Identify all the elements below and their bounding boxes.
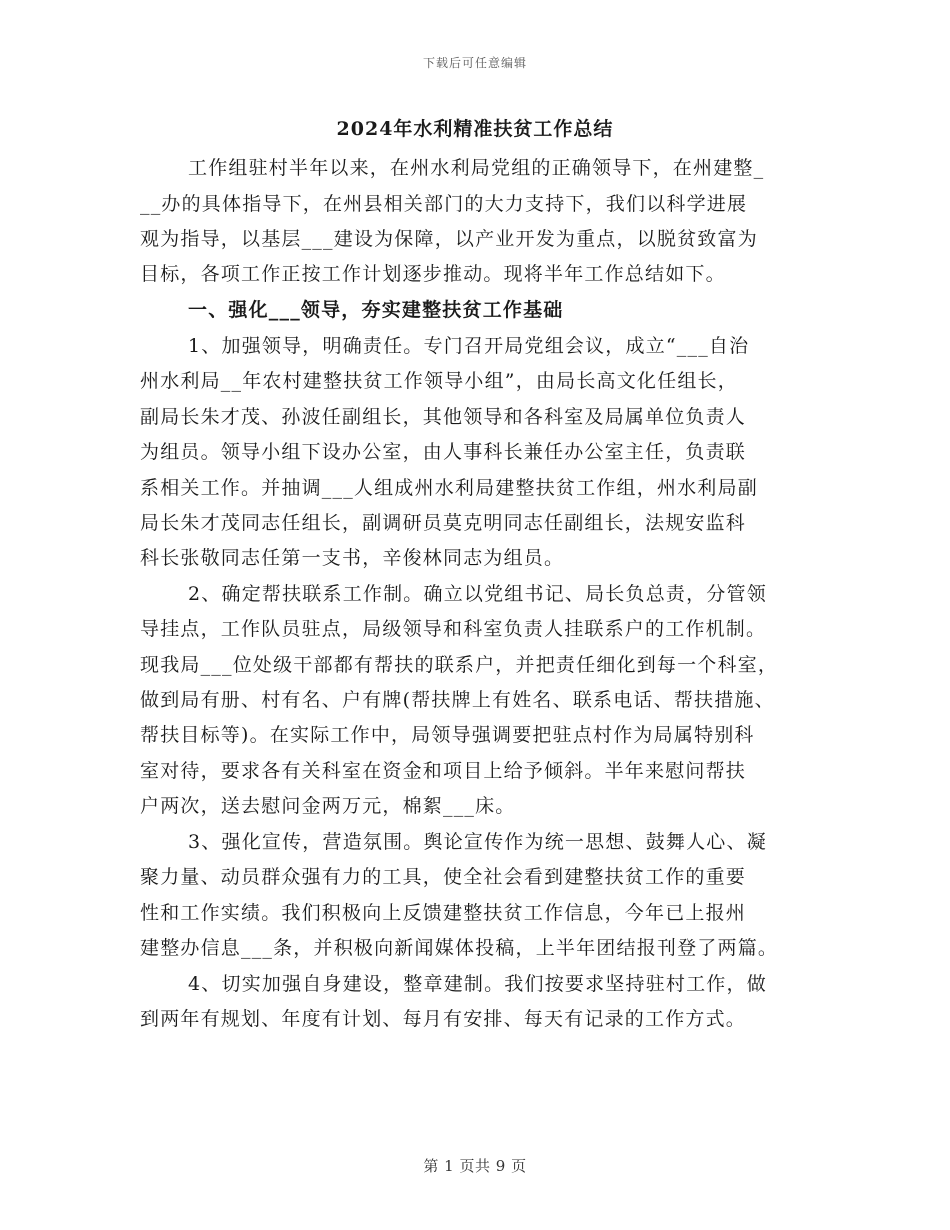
paragraph-3-line-1: 3、强化宣传，营造氛围。舆论宣传作为统一思想、鼓舞人心、凝: [188, 831, 767, 853]
paragraph-2-line-3: 现我局___位处级干部都有帮扶的联系户，并把责任细化到每一个科室，: [140, 654, 779, 676]
document-title: 2024年水利精准扶贫工作总结: [336, 118, 614, 140]
paragraph-2-line-1: 2、确定帮扶联系工作制。确立以党组书记、局长负总责，分管领: [188, 583, 767, 605]
paragraph-2-line-4: 做到局有册、村有名、户有牌(帮扶牌上有姓名、联系电话、帮扶措施、: [140, 689, 775, 711]
paragraph-intro-line-2: __办的具体指导下，在州县相关部门的大力支持下，我们以科学进展: [140, 193, 748, 215]
paragraph-1-line-2: 州水利局__年农村建整扶贫工作领导小组”，由局长高文化任组长，: [140, 370, 738, 392]
page-footer: 第 1 页共 9 页: [423, 1157, 527, 1175]
paragraph-1-line-3: 副局长朱才茂、孙波任副组长，其他领导和各科室及局属单位负责人: [140, 406, 747, 428]
paragraph-1-line-6: 局长朱才茂同志任组长，副调研员莫克明同志任副组长，法规安监科: [140, 512, 747, 534]
header-note: 下载后可任意编辑: [422, 56, 527, 70]
paragraph-intro-line-3: 观为指导，以基层___建设为保障，以产业开发为重点，以脱贫致富为: [140, 228, 758, 250]
paragraph-3-line-2: 聚力量、动员群众强有力的工具，使全社会看到建整扶贫工作的重要: [140, 866, 747, 888]
paragraph-3-line-3: 性和工作实绩。我们积极向上反馈建整扶贫工作信息，今年已上报州: [140, 902, 747, 924]
paragraph-2-line-2: 导挂点，工作队员驻点，局级领导和科室负责人挂联系户的工作机制。: [140, 618, 767, 640]
paragraph-intro-line-1: 工作组驻村半年以来，在州水利局党组的正确领导下，在州建整_: [188, 157, 765, 179]
paragraph-1-line-5: 系相关工作。并抽调___人组成州水利局建整扶贫工作组，州水利局副: [140, 477, 758, 499]
paragraph-1-line-4: 为组员。领导小组下设办公室，由人事科长兼任办公室主任，负责联: [140, 441, 747, 463]
paragraph-4-line-2: 到两年有规划、年度有计划、每月有安排、每天有记录的工作方式。: [140, 1008, 747, 1030]
paragraph-2-line-7: 户两次，送去慰问金两万元，棉絮___床。: [140, 795, 516, 817]
paragraph-3-line-4: 建整办信息___条，并积极向新闻媒体投稿，上半年团结报刊登了两篇。: [140, 937, 779, 959]
paragraph-1-line-7: 科长张敬同志任第一支书，辛俊林同志为组员。: [140, 547, 565, 569]
section-heading-1: 一、强化___领导，夯实建整扶贫工作基础: [188, 299, 564, 321]
paragraph-intro-line-4: 目标，各项工作正按工作计划逐步推动。现将半年工作总结如下。: [140, 263, 726, 285]
paragraph-1-line-1: 1、加强领导，明确责任。专门召开局党组会议，成立“___自治: [188, 335, 750, 357]
paragraph-2-line-6: 室对待，要求各有关科室在资金和项目上给予倾斜。半年来慰问帮扶: [140, 760, 747, 782]
paragraph-4-line-1: 4、切实加强自身建设，整章建制。我们按要求坚持驻村工作，做: [188, 973, 767, 995]
paragraph-2-line-5: 帮扶目标等)。在实际工作中，局领导强调要把驻点村作为局属特别科: [140, 724, 755, 746]
